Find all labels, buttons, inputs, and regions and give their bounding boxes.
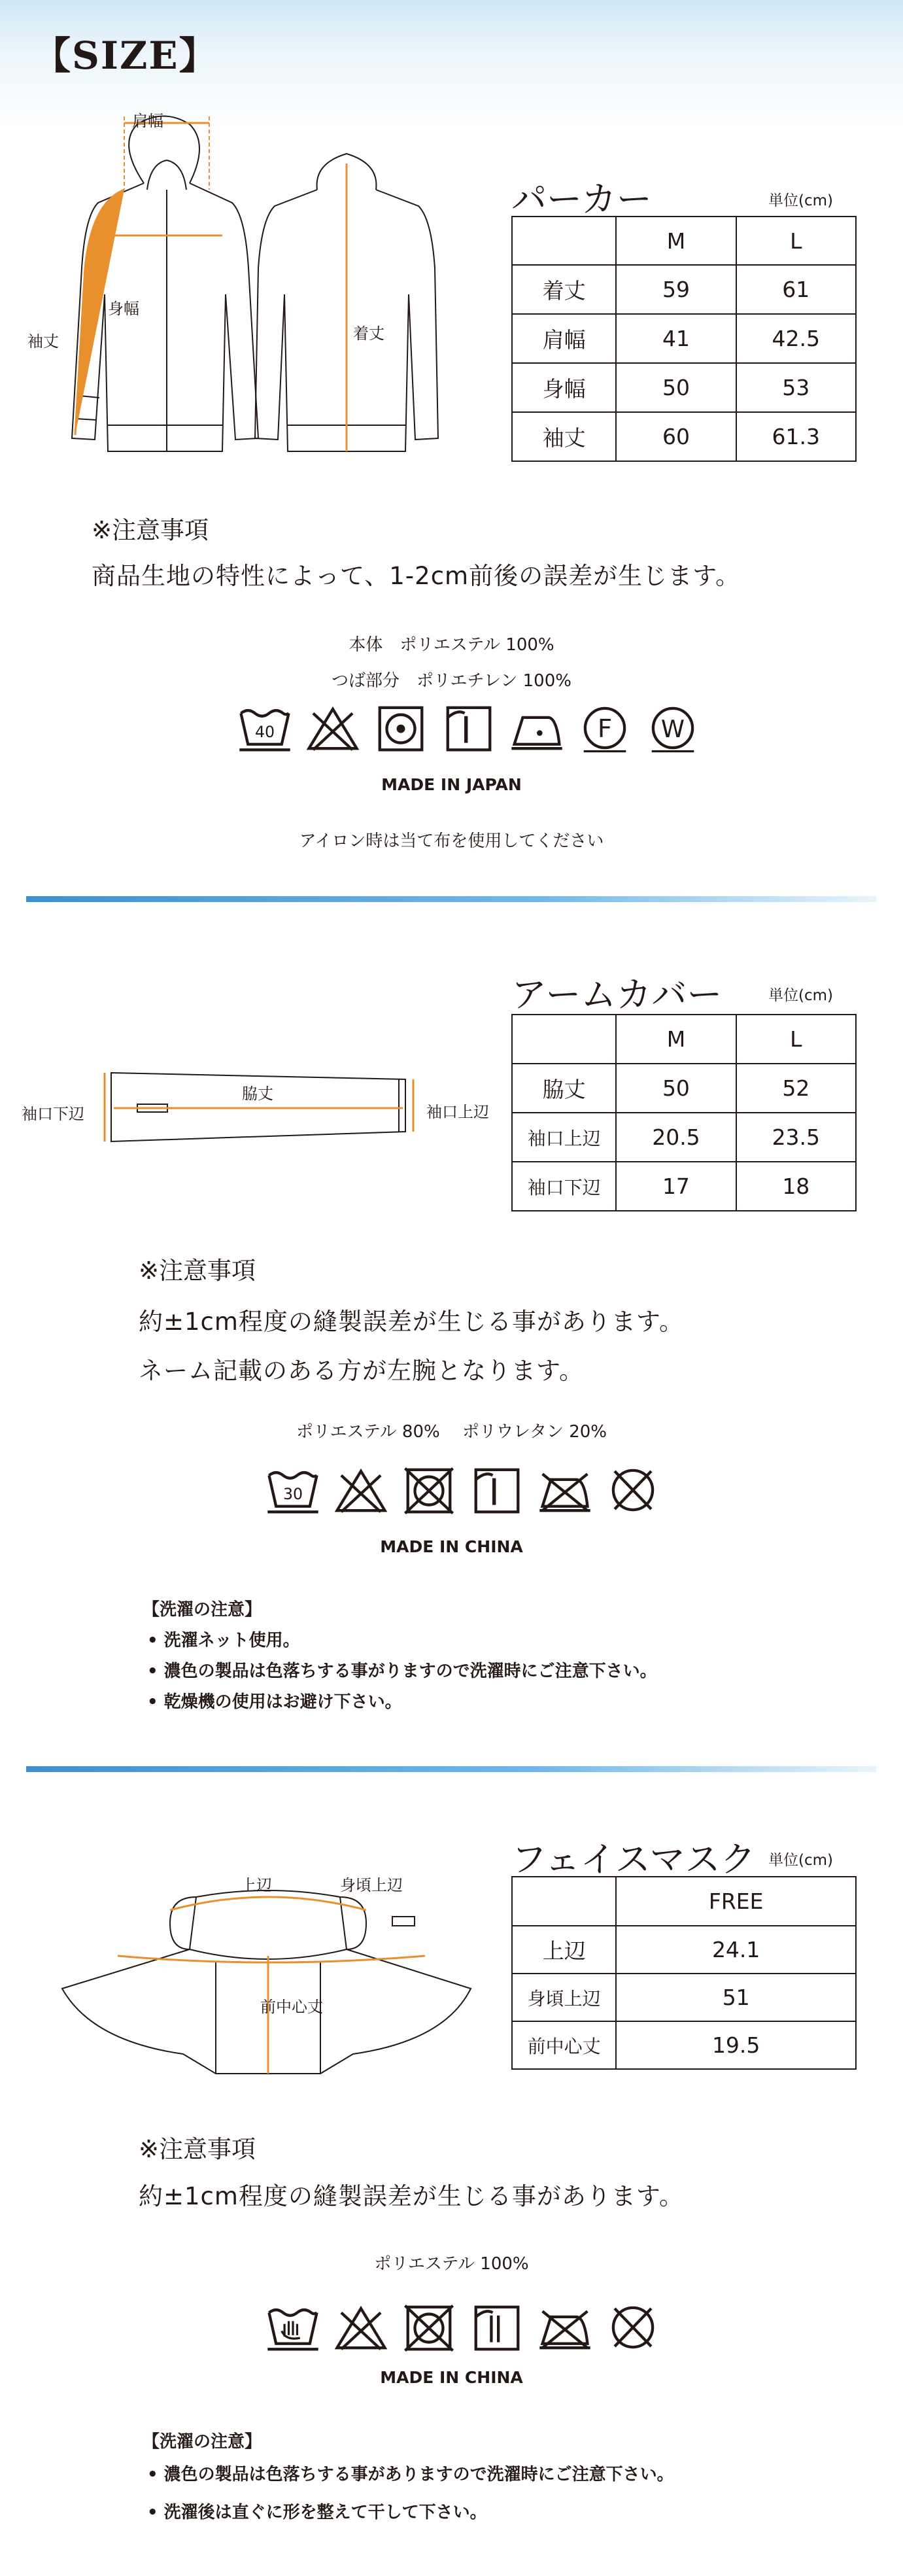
no-iron-icon [537,1465,593,1515]
table-row [512,1113,856,1162]
table-row [512,1974,856,2021]
row-label: 肩幅 [512,314,616,363]
dry-clean-f-icon [577,703,633,753]
armcover-care-icons [265,1465,661,1515]
facemask-wash-title: 【洗濯の注意】 [143,2432,262,2452]
table-row [512,1162,856,1211]
row-label: 袖口下辺 [512,1162,616,1211]
row-l: 61 [736,265,856,314]
row-m: 50 [616,1064,736,1113]
row-l: 18 [736,1162,856,1211]
row-label: 上辺 [512,1926,616,1974]
iron-low-icon [509,703,565,753]
wash-note-text: 濃色の製品は色落ちする事がりますので洗濯時にご注意下さい。 [163,1662,657,1681]
parka-material-line: 本体 ポリエステル 100% [349,635,554,655]
row-m: 60 [616,412,736,461]
armcover-size-table [511,1014,857,1211]
drip-dry-icon [469,2303,525,2352]
list-item: • 濃色の製品は色落ちする事がありますので洗濯時にご注意下さい。 [147,2465,674,2484]
facemask-made-in: MADE IN CHINA [380,2368,523,2387]
parka-made-in: MADE IN JAPAN [381,775,522,794]
table-row [512,314,856,363]
row-label: 前中心丈 [512,2021,616,2069]
parka-body-width-label: 身幅 [108,300,139,318]
list-item: • 洗濯後は直ぐに形を整えて干して下さい。 [147,2503,487,2522]
line-dry-icon [469,1465,525,1515]
list-item: • 乾燥機の使用はお避け下さい。 [147,1692,402,1712]
facemask-note-title: ※注意事項 [139,2135,256,2163]
svg-text:30: 30 [282,1484,303,1503]
table-row [512,412,856,461]
wash-30-icon [265,1465,321,1515]
parka-title: パーカー [511,179,652,220]
wash-note-text: 洗濯ネット使用。 [163,1631,300,1650]
wash-40-icon [237,703,293,753]
table-header-m: M [616,1015,736,1064]
facemask-size-table [511,1876,857,2070]
wash-note-text: 濃色の製品は色落ちする事がありますので洗濯時にご注意下さい。 [163,2465,674,2484]
parka-iron-note: アイロン時は当て布を使用してください [299,831,604,851]
row-l: 61.3 [736,412,856,461]
row-l: 52 [736,1064,856,1113]
armcover-wash-title: 【洗濯の注意】 [143,1600,262,1620]
row-label: 袖丈 [512,412,616,461]
parka-note-line: 商品生地の特性によって、1-2cm前後の誤差が生じます。 [92,562,741,590]
table-row [512,1064,856,1113]
svg-text:40: 40 [254,722,275,741]
table-header-empty [512,217,616,265]
line-dry-icon [441,703,497,753]
row-value: 24.1 [616,1926,856,1974]
armcover-material-line: ポリエステル 80% ポリウレタン 20% [296,1422,607,1442]
no-dry-clean-icon [605,2303,661,2352]
armcover-side-label: 脇丈 [242,1085,273,1103]
table-header-l: L [736,217,856,265]
row-label: 袖口上辺 [512,1113,616,1162]
armcover-cuff-bottom-label: 袖口下辺 [22,1105,84,1123]
parka-size-table [511,216,857,462]
row-label: 脇丈 [512,1064,616,1113]
facemask-note-line: 約±1cm程度の縫製誤差が生じる事があります。 [139,2182,684,2210]
no-bleach-icon [333,1465,389,1515]
row-l: 53 [736,363,856,412]
tumble-dry-icon [373,703,429,753]
wash-note-text: 乾燥機の使用はお避け下さい。 [163,1692,402,1712]
table-header-empty [512,1877,616,1926]
row-m: 41 [616,314,736,363]
no-tumble-dry-icon [401,1465,457,1515]
parka-care-icons [237,703,701,753]
row-m: 20.5 [616,1113,736,1162]
no-dry-clean-icon [605,1465,661,1515]
row-value: 19.5 [616,2021,856,2069]
row-m: 59 [616,265,736,314]
section-divider [26,1766,876,1772]
row-label: 身幅 [512,363,616,412]
no-bleach-icon [305,703,361,753]
section-divider [26,896,876,902]
no-iron-icon [537,2303,593,2352]
table-row [512,265,856,314]
wet-clean-w-icon [645,703,701,753]
parka-note-title: ※注意事項 [92,516,209,544]
armcover-made-in: MADE IN CHINA [380,1537,523,1556]
facemask-center-front-label: 前中心丈 [260,1998,323,2016]
page-title: 【SIZE】 [33,33,218,78]
armcover-diagram [98,1060,438,1151]
facemask-unit: 単位(cm) [768,1852,833,1869]
no-bleach-icon [333,2303,389,2352]
parka-shoulder-label: 肩幅 [132,112,163,130]
no-tumble-dry-icon [401,2303,457,2352]
facemask-top-edge-label: 上辺 [241,1876,272,1894]
parka-sleeve-label: 袖丈 [27,332,59,351]
row-label: 身頃上辺 [512,1974,616,2021]
parka-length-label: 着丈 [353,324,384,343]
row-label: 着丈 [512,265,616,314]
armcover-note-title: ※注意事項 [139,1257,256,1285]
armcover-unit: 単位(cm) [768,987,833,1004]
armcover-note-line: ネーム記載のある方が左腕となります。 [139,1357,585,1385]
parka-diagram [20,98,477,484]
table-header-free: FREE [616,1877,856,1926]
facemask-care-icons [265,2303,661,2352]
armcover-title: アームカバー [511,974,723,1015]
row-m: 17 [616,1162,736,1211]
armcover-note-line: 約±1cm程度の縫製誤差が生じる事があります。 [139,1308,684,1336]
table-row [512,1926,856,1974]
facemask-title: フェイスマスク [511,1839,756,1880]
parka-unit: 単位(cm) [768,192,833,209]
table-row [512,2021,856,2069]
facemask-material-line: ポリエステル 100% [374,2254,529,2274]
parka-material-line: つば部分 ポリエチレン 100% [332,671,571,691]
table-header-m: M [616,217,736,265]
table-header-empty [512,1015,616,1064]
row-value: 51 [616,1974,856,2021]
row-l: 23.5 [736,1113,856,1162]
table-header-l: L [736,1015,856,1064]
table-row [512,363,856,412]
hand-wash-icon [265,2303,321,2352]
list-item: • 濃色の製品は色落ちする事がりますので洗濯時にご注意下さい。 [147,1662,657,1681]
facemask-neck-top-label: 身頃上辺 [340,1876,403,1894]
list-item: • 洗濯ネット使用。 [147,1631,300,1650]
armcover-cuff-top-label: 袖口上辺 [426,1103,489,1121]
row-l: 42.5 [736,314,856,363]
row-m: 50 [616,363,736,412]
wash-note-text: 洗濯後は直ぐに形を整えて干して下さい。 [163,2503,487,2522]
